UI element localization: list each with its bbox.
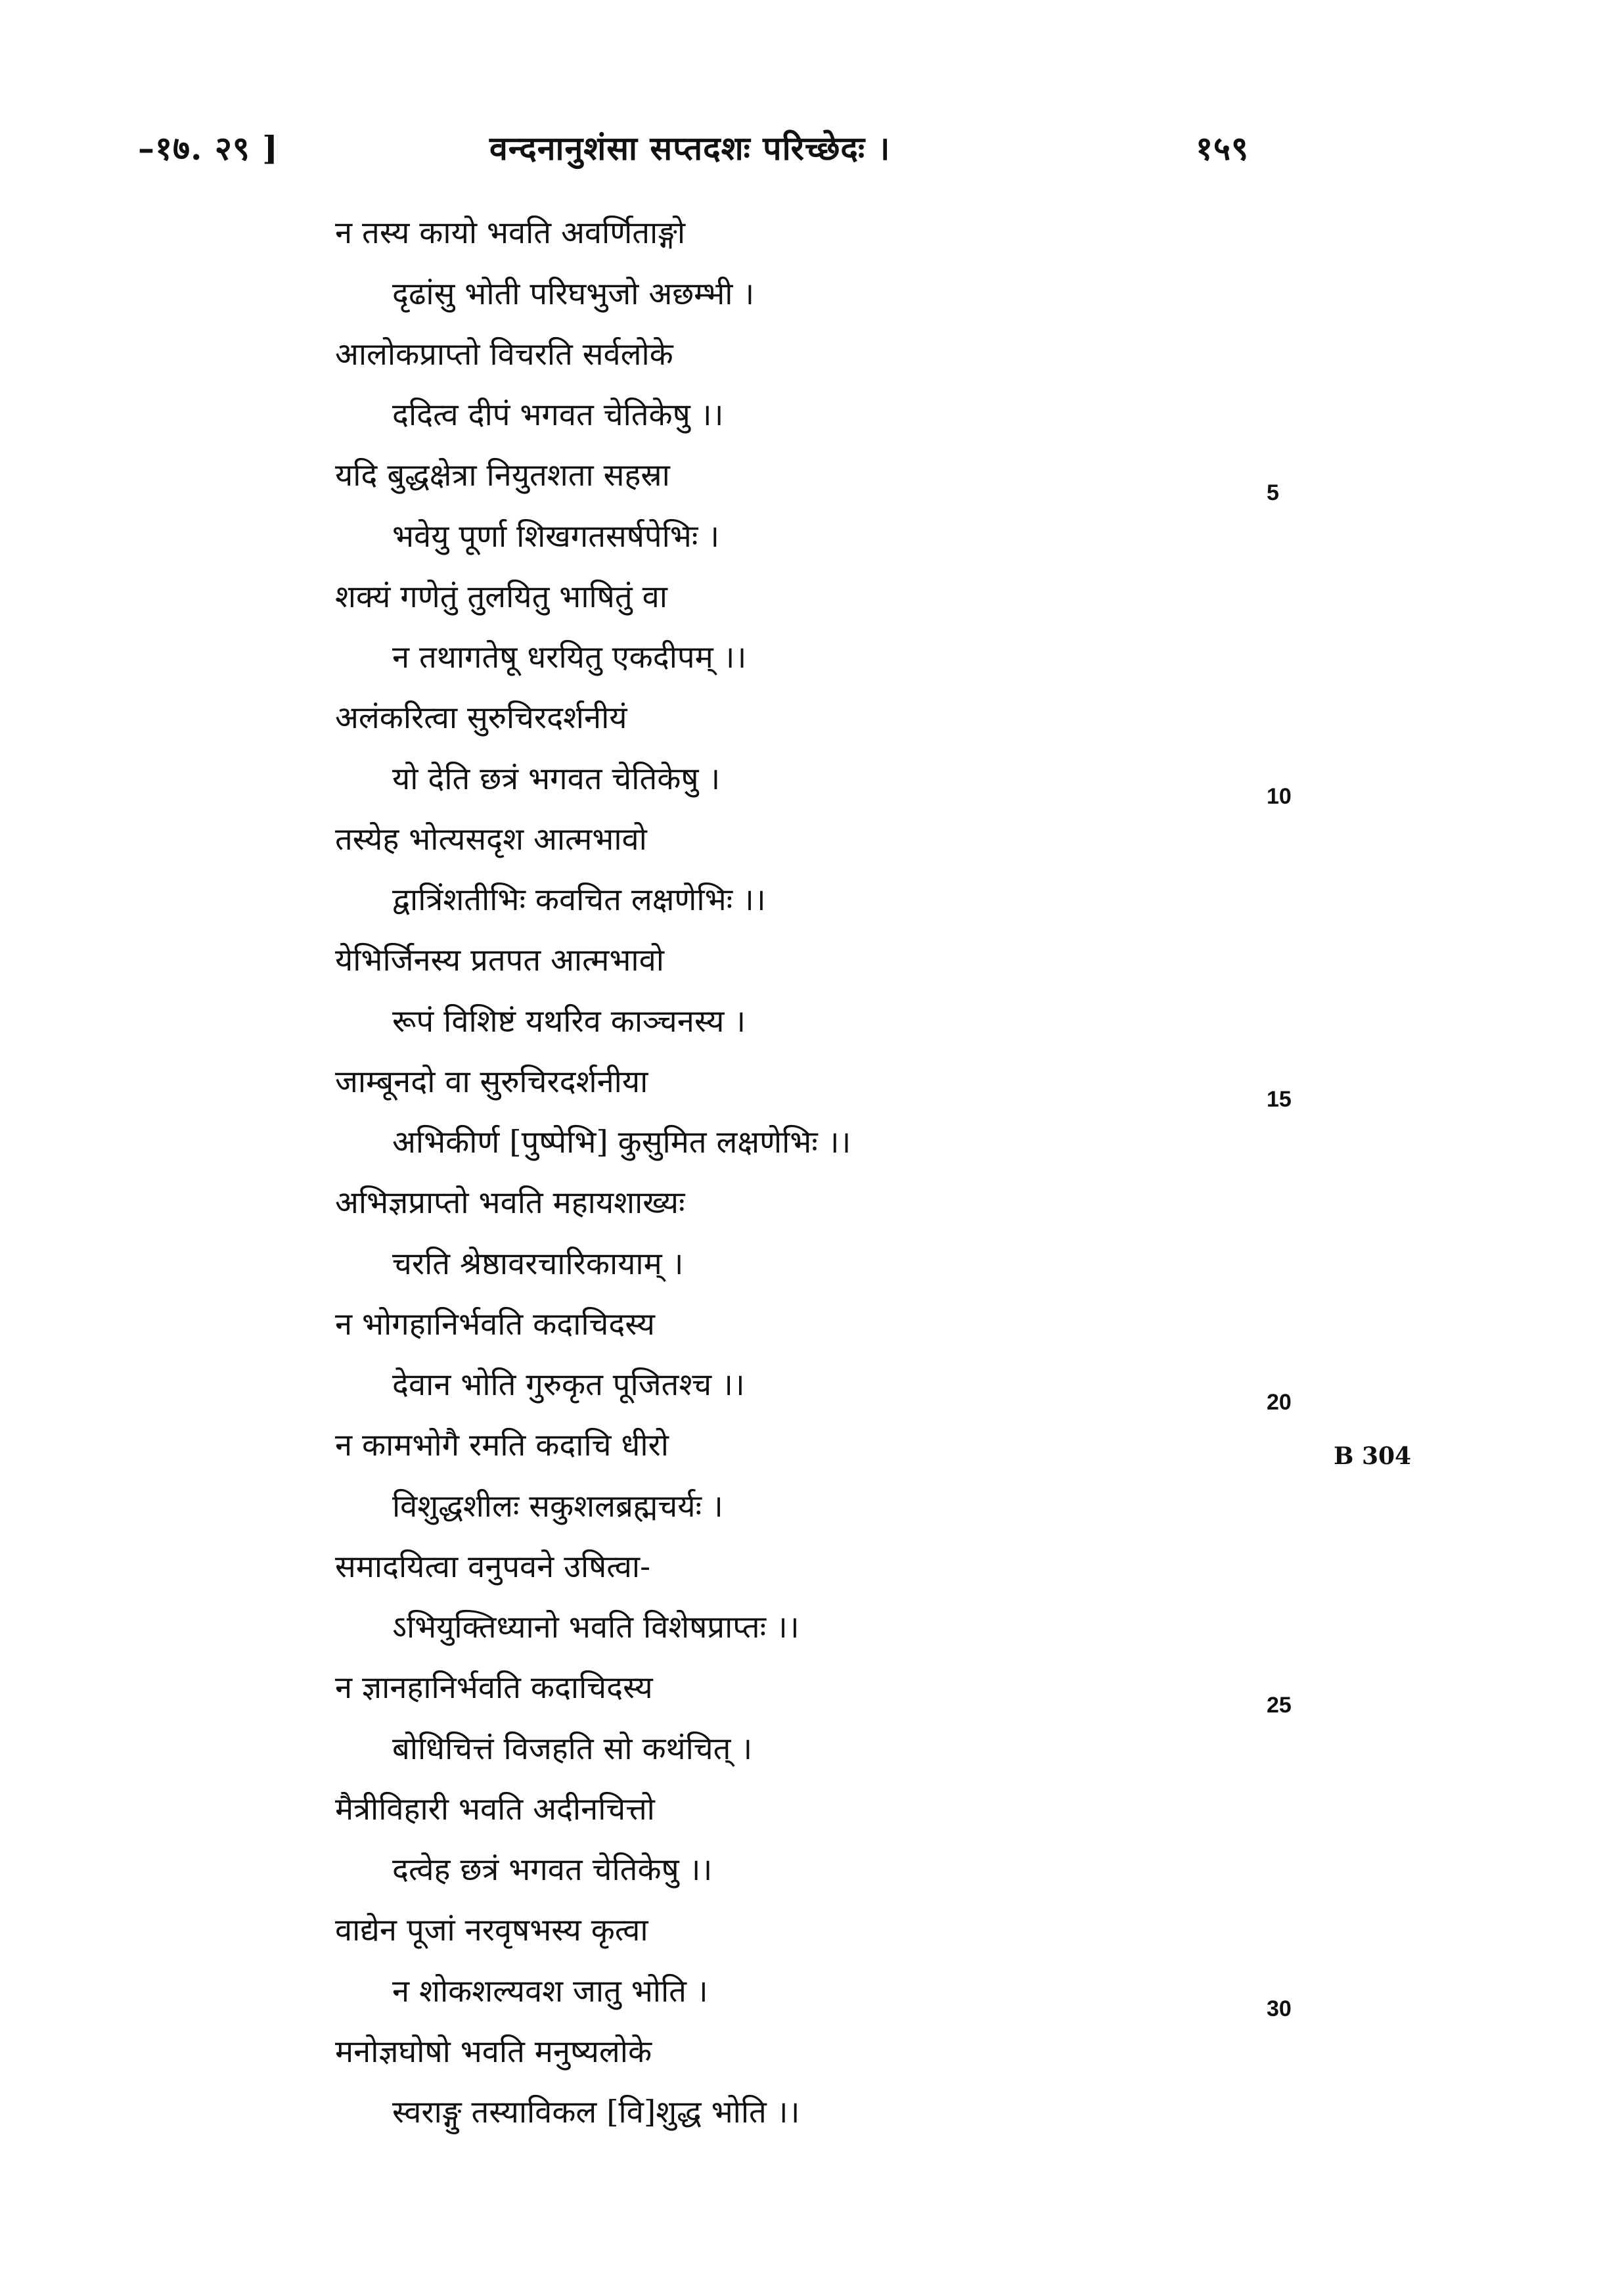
verse-line: देवान भोति गुरुकृत पूजितश्च ।। <box>392 1367 745 1403</box>
verse-line: मनोज्ञघोषो भवति मनुष्यलोके <box>335 2034 652 2070</box>
verse-line: शक्यं गणेतुं तुलयितु भाषितुं वा <box>335 579 667 615</box>
verse-line: विशुद्धशीलः सकुशलब्रह्मचर्यः । <box>392 1488 723 1525</box>
verse-line: चरति श्रेष्ठावरचारिकायाम् । <box>392 1246 684 1282</box>
line-number: 10 <box>1267 784 1292 809</box>
line-number: 15 <box>1267 1087 1292 1112</box>
margin-reference: B 304 <box>1334 1442 1412 1470</box>
line-number: 5 <box>1267 480 1279 505</box>
verse-line: समादयित्वा वनुपवने उषित्वा- <box>335 1549 650 1585</box>
verse-line: ददित्व दीपं भगवत चेतिकेषु ।। <box>392 397 724 433</box>
verse-line: अभिज्ञप्राप्तो भवति महायशाख्यः <box>335 1185 685 1221</box>
verse-line: मैत्रीविहारी भवति अदीनचित्तो <box>335 1791 655 1827</box>
verse-line: न तथागतेषू धरयितु एकदीपम् ।। <box>392 639 747 676</box>
verse-line: ऽभियुक्तिध्यानो भवति विशेषप्राप्तः ।। <box>392 1609 800 1645</box>
verse-line: बोधिचित्तं विजहति सो कथंचित् । <box>392 1731 753 1767</box>
verse-line: यो देति छत्रं भगवत चेतिकेषु । <box>392 761 721 797</box>
verse-line: न शोकशल्यवश जातु भोति । <box>392 1973 708 2009</box>
header-page-number: १५९ <box>1196 129 1249 168</box>
verse-line: भवेयु पूर्णा शिखगतसर्षपेभिः । <box>392 518 720 555</box>
line-number: 20 <box>1267 1390 1292 1415</box>
line-number: 30 <box>1267 1996 1292 2021</box>
verse-line: स्वराङ्गु तस्याविकल [वि]शुद्ध भोति ।। <box>392 2094 800 2130</box>
verse-line: अलंकरित्वा सुरुचिरदर्शनीयं <box>335 700 627 736</box>
verse-line: तस्येह भोत्यसदृश आत्मभावो <box>335 821 647 858</box>
verse-line: न ज्ञानहानिर्भवति कदाचिदस्य <box>335 1670 653 1706</box>
verse-line: रूपं विशिष्टं यथरिव काञ्चनस्य । <box>392 1003 746 1040</box>
header-section-ref: –१७. २९ ] <box>138 129 279 168</box>
line-number: 25 <box>1267 1693 1292 1718</box>
verse-line: न तस्य कायो भवति अवर्णिताङ्गो <box>335 215 686 251</box>
header-chapter-title: वन्दनानुशंसा सप्तदशः परिच्छेदः । <box>489 129 891 168</box>
verse-line: जाम्बूनदो वा सुरुचिरदर्शनीया <box>335 1064 648 1100</box>
verse-line: अभिकीर्ण [पुष्पेभि] कुसुमित लक्षणेभिः ।। <box>392 1124 851 1160</box>
verse-line: वाद्येन पूजां नरवृषभस्य कृत्वा <box>335 1912 648 1948</box>
verse-line: न कामभोगै रमति कदाचि धीरो <box>335 1427 669 1463</box>
verse-line: दत्वेह छत्रं भगवत चेतिकेषु ।। <box>392 1852 713 1888</box>
verse-line: न भोगहानिर्भवति कदाचिदस्य <box>335 1306 655 1342</box>
verse-line: द्वात्रिंशतीभिः कवचित लक्षणेभिः ।। <box>392 882 766 918</box>
verse-line: दृढांसु भोती परिघभुजो अछम्भी । <box>392 276 755 312</box>
verse-line: यदि बुद्धक्षेत्रा नियुतशता सहस्रा <box>335 457 670 493</box>
verse-line: आलोकप्राप्तो विचरति सर्वलोके <box>335 336 673 373</box>
verse-line: येभिर्जिनस्य प्रतपत आत्मभावो <box>335 942 664 978</box>
